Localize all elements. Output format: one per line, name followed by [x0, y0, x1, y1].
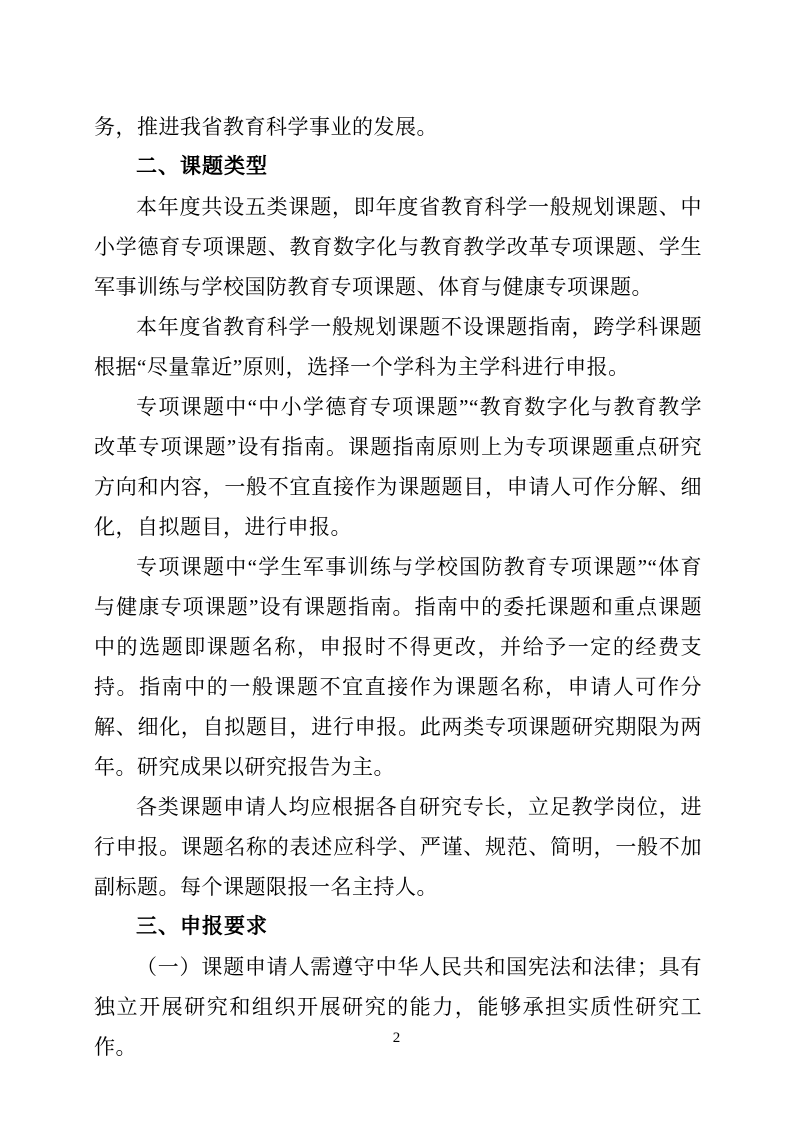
paragraph-special-topics-with-guides: 专项课题中“中小学德育专项课题”“教育数字化与教育教学改革专项课题”设有指南。课题指南原则上为专项课题重点研究方向和内容，一般不宜直接作为课题题目，申请人可作分解、细化，自拟题目，进行申报。 [94, 395, 702, 539]
paragraph-general-planning-topics: 本年度省教育科学一般规划课题不设课题指南，跨学科课题根据“尽量靠近”原则，选择一个学科为主学科进行申报。 [94, 315, 702, 379]
document-body [94, 107, 702, 1067]
paragraph-requirement-one: （一）课题申请人需遵守中华人民共和国宪法和法律；具有独立开展研究和组织开展研究的能力，能够承担实质性研究工作。 [94, 955, 702, 1059]
paragraph-five-topic-categories: 本年度共设五类课题，即年度省教育科学一般规划课题、中小学德育专项课题、教育数字化与教育教学改革专项课题、学生军事训练与学校国防教育专项课题、体育与健康专项课题。 [94, 195, 702, 299]
page-number: 2 [392, 1030, 401, 1046]
paragraph-military-sports-special-topics: 专项课题中“学生军事训练与学校国防教育专项课题”“体育与健康专项课题”设有课题指南。指南中的委托课题和重点课题中的选题即课题名称，申报时不得更改，并给予一定的经费支持。指南中的一般课题不宜直接作为课题名称，申请人可作分解、细化，自拟题目，进行申报。此两类专项课题研究期限为两年。研究成果以研究报告为主。 [94, 555, 702, 779]
paragraph-continuation: 务，推进我省教育科学事业的发展。 [94, 115, 438, 139]
section-heading-topic-types: 二、课题类型 [136, 155, 268, 178]
section-heading-application-requirements: 三、申报要求 [136, 915, 268, 938]
paragraph-applicant-general-rules: 各类课题申请人均应根据各自研究专长，立足教学岗位，进行申报。课题名称的表述应科学、严谨、规范、简明，一般不加副标题。每个课题限报一名主持人。 [94, 795, 702, 899]
